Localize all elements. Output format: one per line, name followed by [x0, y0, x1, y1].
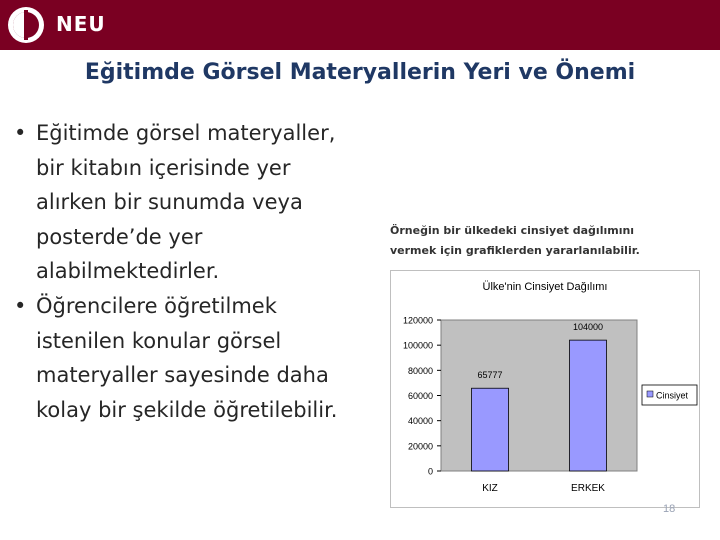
bar-kiz: [472, 388, 509, 471]
x-tick-label: ERKEK: [571, 483, 605, 494]
bullet-dot-icon: •: [14, 293, 27, 318]
bullet-line: posterde’de yer: [36, 224, 203, 249]
caption-line: vermek için grafiklerden yararlanılabilir.: [390, 244, 640, 257]
bullet-line: alırken bir sunumda veya: [36, 190, 303, 215]
bullet-item: [14, 289, 379, 427]
bar-data-label: 65777: [477, 370, 503, 381]
legend-label: Cinsiyet: [656, 390, 689, 401]
bar-data-label: 104000: [572, 322, 604, 333]
bullet-item: [14, 116, 379, 289]
y-tick-label: 80000: [407, 365, 433, 376]
page-number: 18: [663, 503, 676, 515]
bullet-line: istenilen konular görsel: [36, 328, 282, 353]
y-tick-label: 20000: [407, 441, 433, 452]
plot-area: [441, 320, 637, 471]
bar-erkek: [570, 340, 607, 471]
y-tick-label: 60000: [407, 391, 433, 401]
chart-title: Ülke'nin Cinsiyet Dağılımı: [482, 281, 608, 293]
bullet-list: [14, 116, 379, 427]
caption-line: Örneğin bir ülkedeki cinsiyet dağılımını: [390, 224, 635, 237]
header-bar: [0, 0, 720, 50]
bullet-line: alabilmektedirler.: [36, 259, 220, 284]
bullet-line: bir kitabın içerisinde yer: [36, 155, 291, 180]
logo-text: NEU: [56, 12, 106, 36]
y-tick-label: 120000: [402, 315, 433, 326]
x-tick-label: KIZ: [482, 483, 498, 494]
slide-title: Eğitimde Görsel Materyallerin Yeri ve Önemi: [84, 60, 636, 85]
bullet-line: materyaller sayesinde daha: [36, 363, 329, 388]
university-logo-icon: [6, 5, 46, 45]
y-tick-label: 40000: [407, 416, 433, 427]
bullet-line: Öğrencilere öğretilmek: [36, 293, 277, 318]
bullet-dot-icon: •: [14, 121, 27, 145]
y-tick-label: 100000: [402, 340, 433, 351]
chart-canvas: [390, 270, 700, 508]
y-tick-label: 0: [427, 466, 433, 477]
chart-caption: [390, 221, 710, 261]
gender-distribution-chart: [390, 270, 700, 508]
bullet-line: kolay bir şekilde öğretilebilir.: [36, 397, 338, 422]
bullet-line: Eğitimde görsel materyaller,: [36, 121, 336, 145]
legend-swatch: [647, 391, 653, 397]
